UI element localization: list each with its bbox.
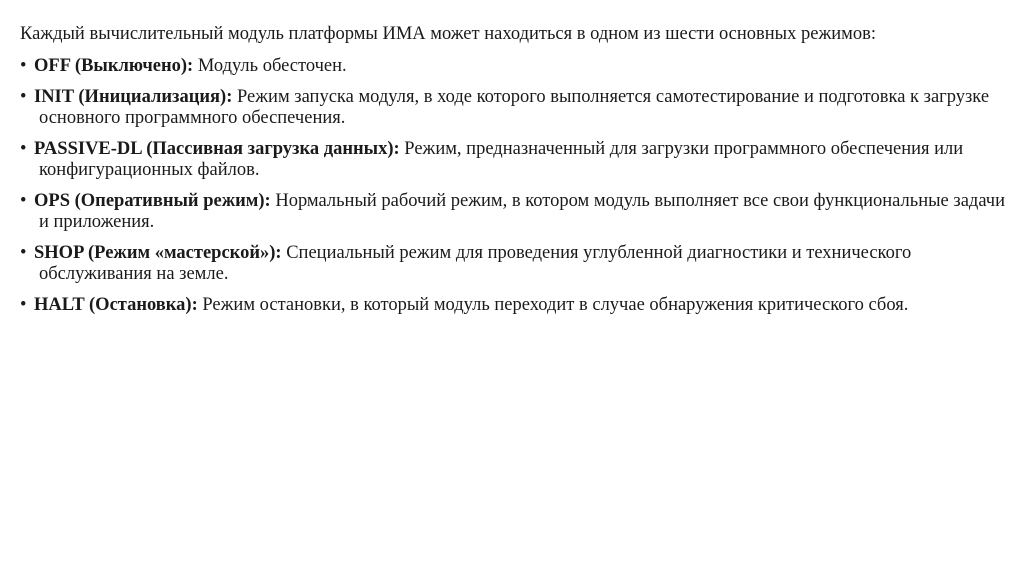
intro-text: Каждый вычислительный модуль платформы ИМА может находиться в одном из шести основных режимов: [20, 24, 876, 44]
mode-description: Режим запуска модуля, в ходе которого выполняется самотестирование и подготовка к загрузке основного программного обеспечения. [39, 87, 990, 128]
mode-name: OFF (Выключено): [34, 56, 194, 76]
bullet-icon: • [20, 295, 27, 315]
mode-item-init [20, 87, 1010, 129]
slide-content [20, 24, 1010, 326]
mode-description: Режим остановки, в который модуль переходит в случае обнаружения критического сбоя. [197, 295, 909, 315]
bullet-icon: • [20, 56, 27, 76]
mode-item-shop [20, 243, 1010, 285]
modes-list [20, 56, 1010, 316]
mode-description: Нормальный рабочий режим, в котором модуль выполняет все свои функциональные задачи и приложения. [39, 191, 1005, 232]
mode-item-off [20, 56, 1010, 77]
mode-name: PASSIVE-DL (Пассивная загрузка данных): [34, 139, 400, 159]
mode-name: SHOP (Режим «мастерской»): [34, 243, 282, 263]
bullet-icon: • [20, 191, 27, 211]
mode-name: INIT (Инициализация): [34, 87, 233, 107]
mode-name: OPS (Оперативный режим): [34, 191, 271, 211]
mode-item-ops [20, 191, 1010, 233]
mode-description: Модуль обесточен. [193, 56, 347, 76]
mode-item-halt [20, 295, 1010, 316]
bullet-icon: • [20, 243, 27, 263]
mode-name: HALT (Остановка): [34, 295, 198, 315]
bullet-icon: • [20, 139, 27, 159]
mode-item-passive-dl [20, 139, 1010, 181]
mode-description: Режим, предназначенный для загрузки программного обеспечения или конфигурационных файлов. [39, 139, 964, 180]
bullet-icon: • [20, 87, 27, 107]
mode-description: Специальный режим для проведения углубленной диагностики и технического обслуживания на земле. [39, 243, 912, 284]
